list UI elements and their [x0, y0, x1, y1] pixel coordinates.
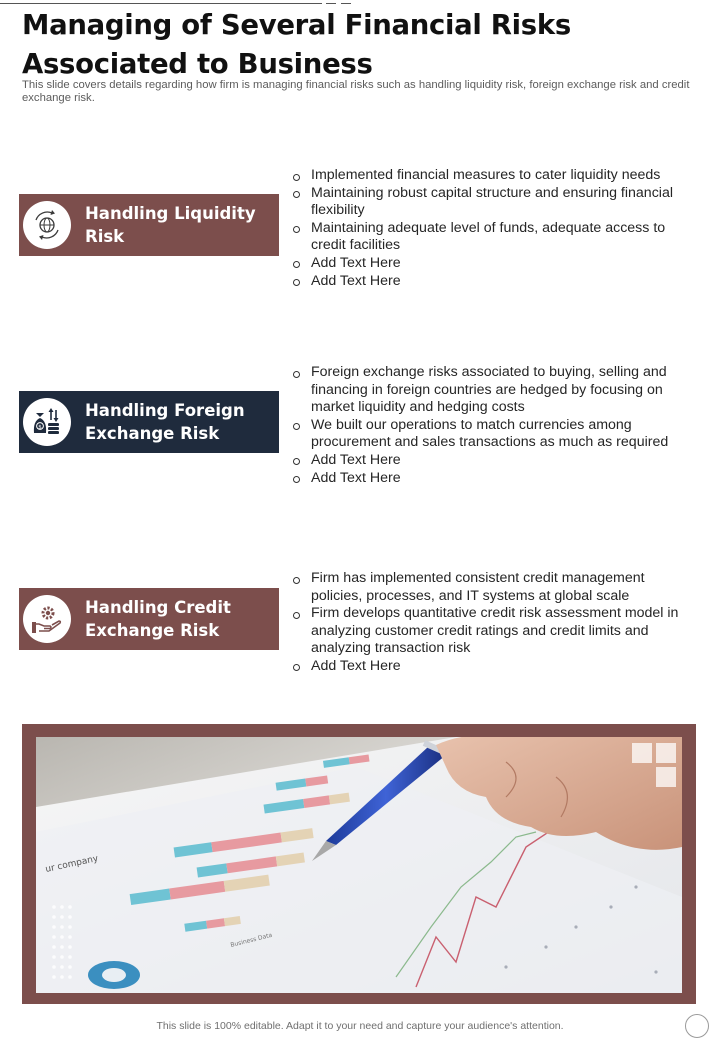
credit-exchange-risk-label: [19, 588, 279, 650]
money-bag-coins-icon: [23, 398, 71, 446]
list-item: Add Text Here: [291, 452, 697, 470]
credit-exchange-risk-bullets: [291, 570, 697, 676]
list-item: Add Text Here: [291, 273, 697, 291]
liquidity-risk-bullets: [291, 167, 697, 290]
list-item: Maintaining robust capital structure and ensuring financial flexibility: [291, 185, 697, 220]
list-item: Implemented financial measures to cater liquidity needs: [291, 167, 697, 185]
corner-circle: [685, 1014, 709, 1038]
list-item: Add Text Here: [291, 658, 697, 676]
financial-chart-photo: [36, 737, 682, 993]
top-mark: [326, 3, 336, 4]
top-mark: [341, 3, 351, 4]
foreign-exchange-risk-title: Handling Foreign Exchange Risk: [85, 401, 245, 443]
globe-cycle-icon: [23, 201, 71, 249]
list-item: Add Text Here: [291, 255, 697, 273]
page-title: Managing of Several Financial Risks Associated to Business: [22, 9, 571, 80]
list-item: Firm develops quantitative credit risk assessment model in analyzing customer credit ratings and credit limits and analyzing transaction risk: [291, 605, 697, 658]
foreign-exchange-risk-bullets: [291, 364, 697, 487]
foreign-exchange-risk-label: [19, 391, 279, 453]
liquidity-risk-title: Handling Liquidity Risk: [85, 204, 256, 246]
list-item: Foreign exchange risks associated to buying, selling and financing in foreign countries are hedged by focusing on market liquidity and hedging costs: [291, 364, 697, 417]
page-subtitle: This slide covers details regarding how firm is managing financial risks such as handling liquidity risk, foreign exchange risk and credit exchange risk.: [22, 79, 690, 104]
footer-note: This slide is 100% editable. Adapt it to your need and capture your audience's attention.: [156, 1020, 564, 1032]
list-item: Firm has implemented consistent credit management policies, processes, and IT systems at global scale: [291, 570, 697, 605]
top-rule: [0, 3, 322, 4]
list-item: Add Text Here: [291, 470, 697, 488]
list-item: We built our operations to match currencies among procurement and sales transactions as much as required: [291, 417, 697, 452]
liquidity-risk-label: [19, 194, 279, 256]
credit-exchange-risk-title: Handling Credit Exchange Risk: [85, 598, 231, 640]
photo-frame: [22, 724, 696, 1004]
list-item: Maintaining adequate level of funds, adequate access to credit facilities: [291, 220, 697, 255]
svg-text:Business Data: Business Data: [229, 931, 273, 949]
svg-text:$: $: [38, 424, 42, 431]
hand-gear-icon: [23, 595, 71, 643]
svg-text:ur company: ur company: [44, 853, 100, 875]
